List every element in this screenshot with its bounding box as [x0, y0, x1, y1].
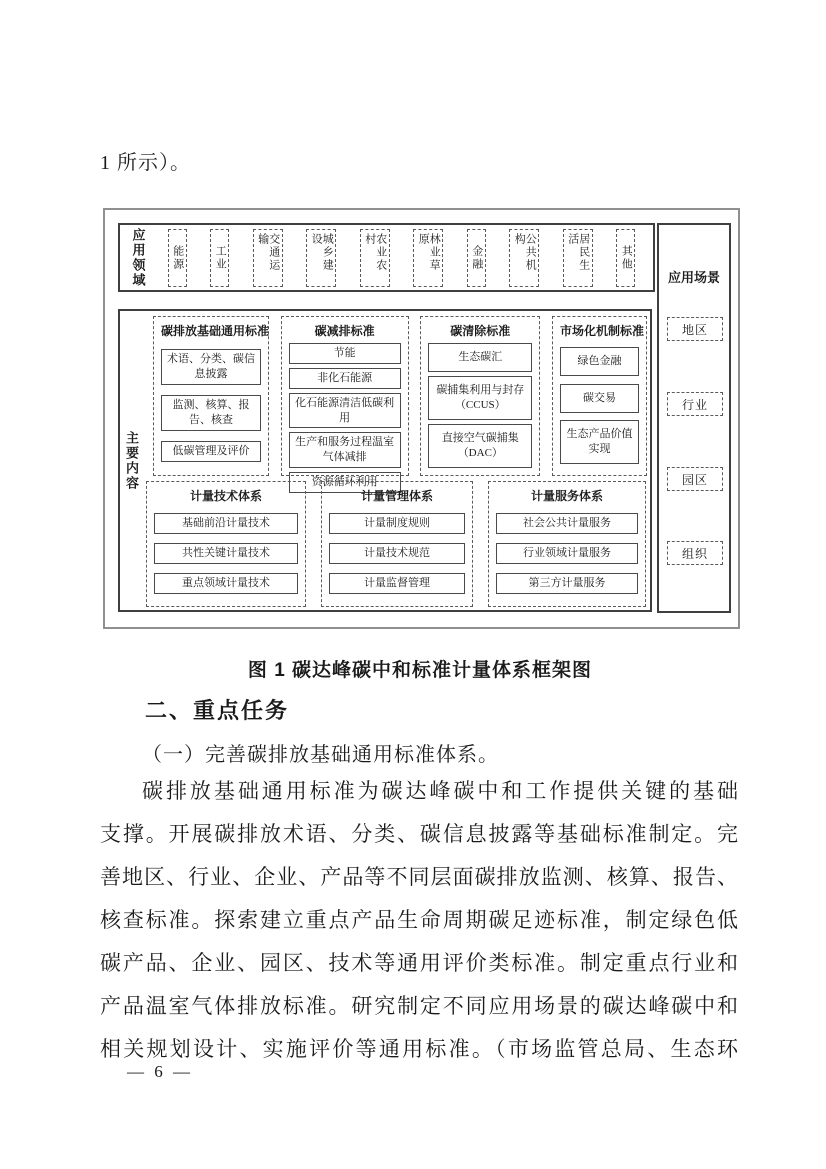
item-carbon-trading: 碳交易 — [560, 384, 639, 413]
block-items — [329, 506, 465, 601]
item-fossil-clean-use: 化石能源清洁低碳利用 — [289, 393, 401, 429]
item-third-party-metrology-service: 第三方计量服务 — [496, 573, 638, 594]
block-title: 碳清除标准 — [450, 324, 511, 338]
block-metrology-technology-system — [146, 481, 306, 607]
scene-organization: 组织 — [667, 541, 723, 565]
application-fields-list — [156, 225, 653, 290]
block-items — [161, 341, 261, 470]
block-title: 计量技术体系 — [189, 489, 262, 503]
application-scenes-label: 应用场景 — [667, 270, 720, 285]
block-title: 计量管理体系 — [360, 489, 433, 503]
main-content-box — [118, 309, 652, 612]
block-carbon-removal-standards — [420, 316, 540, 476]
main-content-label: 主要内容 — [124, 430, 139, 491]
intro-text: 1 所示）。 — [100, 152, 191, 174]
item-ghg-reduction-process: 生产和服务过程温室气体减排 — [289, 432, 401, 468]
field-public-institutions — [509, 229, 539, 287]
field-residents — [563, 229, 593, 287]
framework-diagram — [103, 208, 740, 629]
block-metrology-service-system — [488, 481, 646, 607]
item-low-carbon-management: 低碳管理及评价 — [161, 441, 261, 462]
field-forestry — [413, 229, 443, 287]
application-scenes-column — [657, 223, 731, 613]
field-transport — [253, 229, 283, 287]
block-items — [496, 506, 638, 601]
field-label: 能源 — [171, 244, 184, 271]
application-fields-row — [118, 223, 655, 292]
field-label: 居民生活 — [566, 232, 590, 272]
item-metrology-rules: 计量制度规则 — [329, 513, 465, 534]
field-label: 金融 — [470, 244, 483, 271]
item-energy-saving: 节能 — [289, 343, 401, 364]
field-label: 公共机构 — [513, 232, 537, 272]
body-line: 核查标准。探索建立重点产品生命周期碳足迹标准，制定绿色低 — [100, 908, 738, 932]
body-line: 碳排放基础通用标准为碳达峰碳中和工作提供关键的基础 — [142, 779, 738, 803]
page-number: — 6 — — [127, 1062, 193, 1081]
body-line: 相关规划设计、实施评价等通用标准。（市场监管总局、生态环 — [100, 1037, 738, 1061]
body-line: 碳产品、企业、园区、技术等通用评价类标准。制定重点行业和 — [100, 951, 738, 975]
block-items — [154, 506, 298, 601]
subsection-heading: （一）完善碳排放基础通用标准体系。 — [142, 744, 499, 766]
standards-blocks-row — [153, 316, 647, 489]
body-line: 产品温室气体排放标准。研究制定不同应用场景的碳达峰碳中和 — [100, 994, 738, 1018]
field-agriculture — [360, 229, 390, 287]
scene-industry: 行业 — [667, 392, 723, 416]
field-energy — [168, 229, 187, 287]
block-title: 碳排放基础通用标准 — [161, 324, 270, 338]
field-finance — [467, 229, 486, 287]
block-carbon-reduction-standards — [281, 316, 409, 489]
item-dac: 直接空气碳捕集（DAC） — [428, 424, 532, 468]
item-monitoring-accounting: 监测、核算、报告、核查 — [161, 395, 261, 431]
field-label: 交通运输 — [256, 232, 280, 272]
item-eco-carbon-sink: 生态碳汇 — [428, 343, 532, 372]
item-green-finance: 绿色金融 — [560, 347, 639, 376]
item-metrology-supervision: 计量监督管理 — [329, 573, 465, 594]
field-label: 其他 — [620, 244, 633, 271]
application-fields-label-text: 应用领域 — [130, 227, 146, 288]
block-items — [428, 341, 532, 470]
field-urban-rural — [306, 229, 336, 287]
section-heading: 二、重点任务 — [145, 698, 290, 723]
application-fields-label — [120, 228, 156, 288]
figure-caption: 图 1 碳达峰碳中和标准计量体系框架图 — [247, 660, 593, 681]
body-line: 善地区、行业、企业、产品等不同层面碳排放监测、核算、报告、 — [100, 865, 738, 889]
scene-region: 地区 — [667, 317, 723, 341]
item-public-metrology-service: 社会公共计量服务 — [496, 513, 638, 534]
item-non-fossil-energy: 非化石能源 — [289, 368, 401, 389]
field-label: 工业 — [214, 244, 227, 271]
field-industry — [210, 229, 229, 287]
block-carbon-emission-basic-standards — [153, 316, 269, 476]
block-metrology-management-system — [321, 481, 473, 607]
scene-park: 园区 — [667, 467, 723, 491]
block-items — [289, 341, 401, 495]
field-label: 农业农村 — [363, 232, 387, 272]
item-ccus: 碳捕集利用与封存（CCUS） — [428, 376, 532, 420]
field-other — [616, 229, 635, 287]
block-market-mechanism-standards — [552, 316, 647, 476]
body-line: 支撑。开展碳排放术语、分类、碳信息披露等基础标准制定。完 — [100, 822, 738, 846]
item-metrology-specs: 计量技术规范 — [329, 543, 465, 564]
field-label: 城乡建设 — [310, 232, 334, 272]
body-paragraph — [100, 770, 738, 1071]
block-title: 计量服务体系 — [530, 489, 603, 503]
field-label: 林业草原 — [417, 232, 441, 272]
metrology-blocks-row — [146, 481, 646, 607]
block-title: 碳减排标准 — [314, 324, 375, 338]
block-title: 市场化机制标准 — [559, 324, 644, 338]
item-resource-recycling: 资源循环利用 — [289, 472, 401, 493]
item-eco-product-value: 生态产品价值实现 — [560, 420, 639, 464]
block-items — [560, 341, 639, 470]
item-basic-frontier-metrology: 基础前沿计量技术 — [154, 513, 298, 534]
item-key-field-metrology: 重点领域计量技术 — [154, 573, 298, 594]
item-common-key-metrology: 共性关键计量技术 — [154, 543, 298, 564]
item-industry-metrology-service: 行业领域计量服务 — [496, 543, 638, 564]
item-terminology-classification: 术语、分类、碳信息披露 — [161, 349, 261, 385]
